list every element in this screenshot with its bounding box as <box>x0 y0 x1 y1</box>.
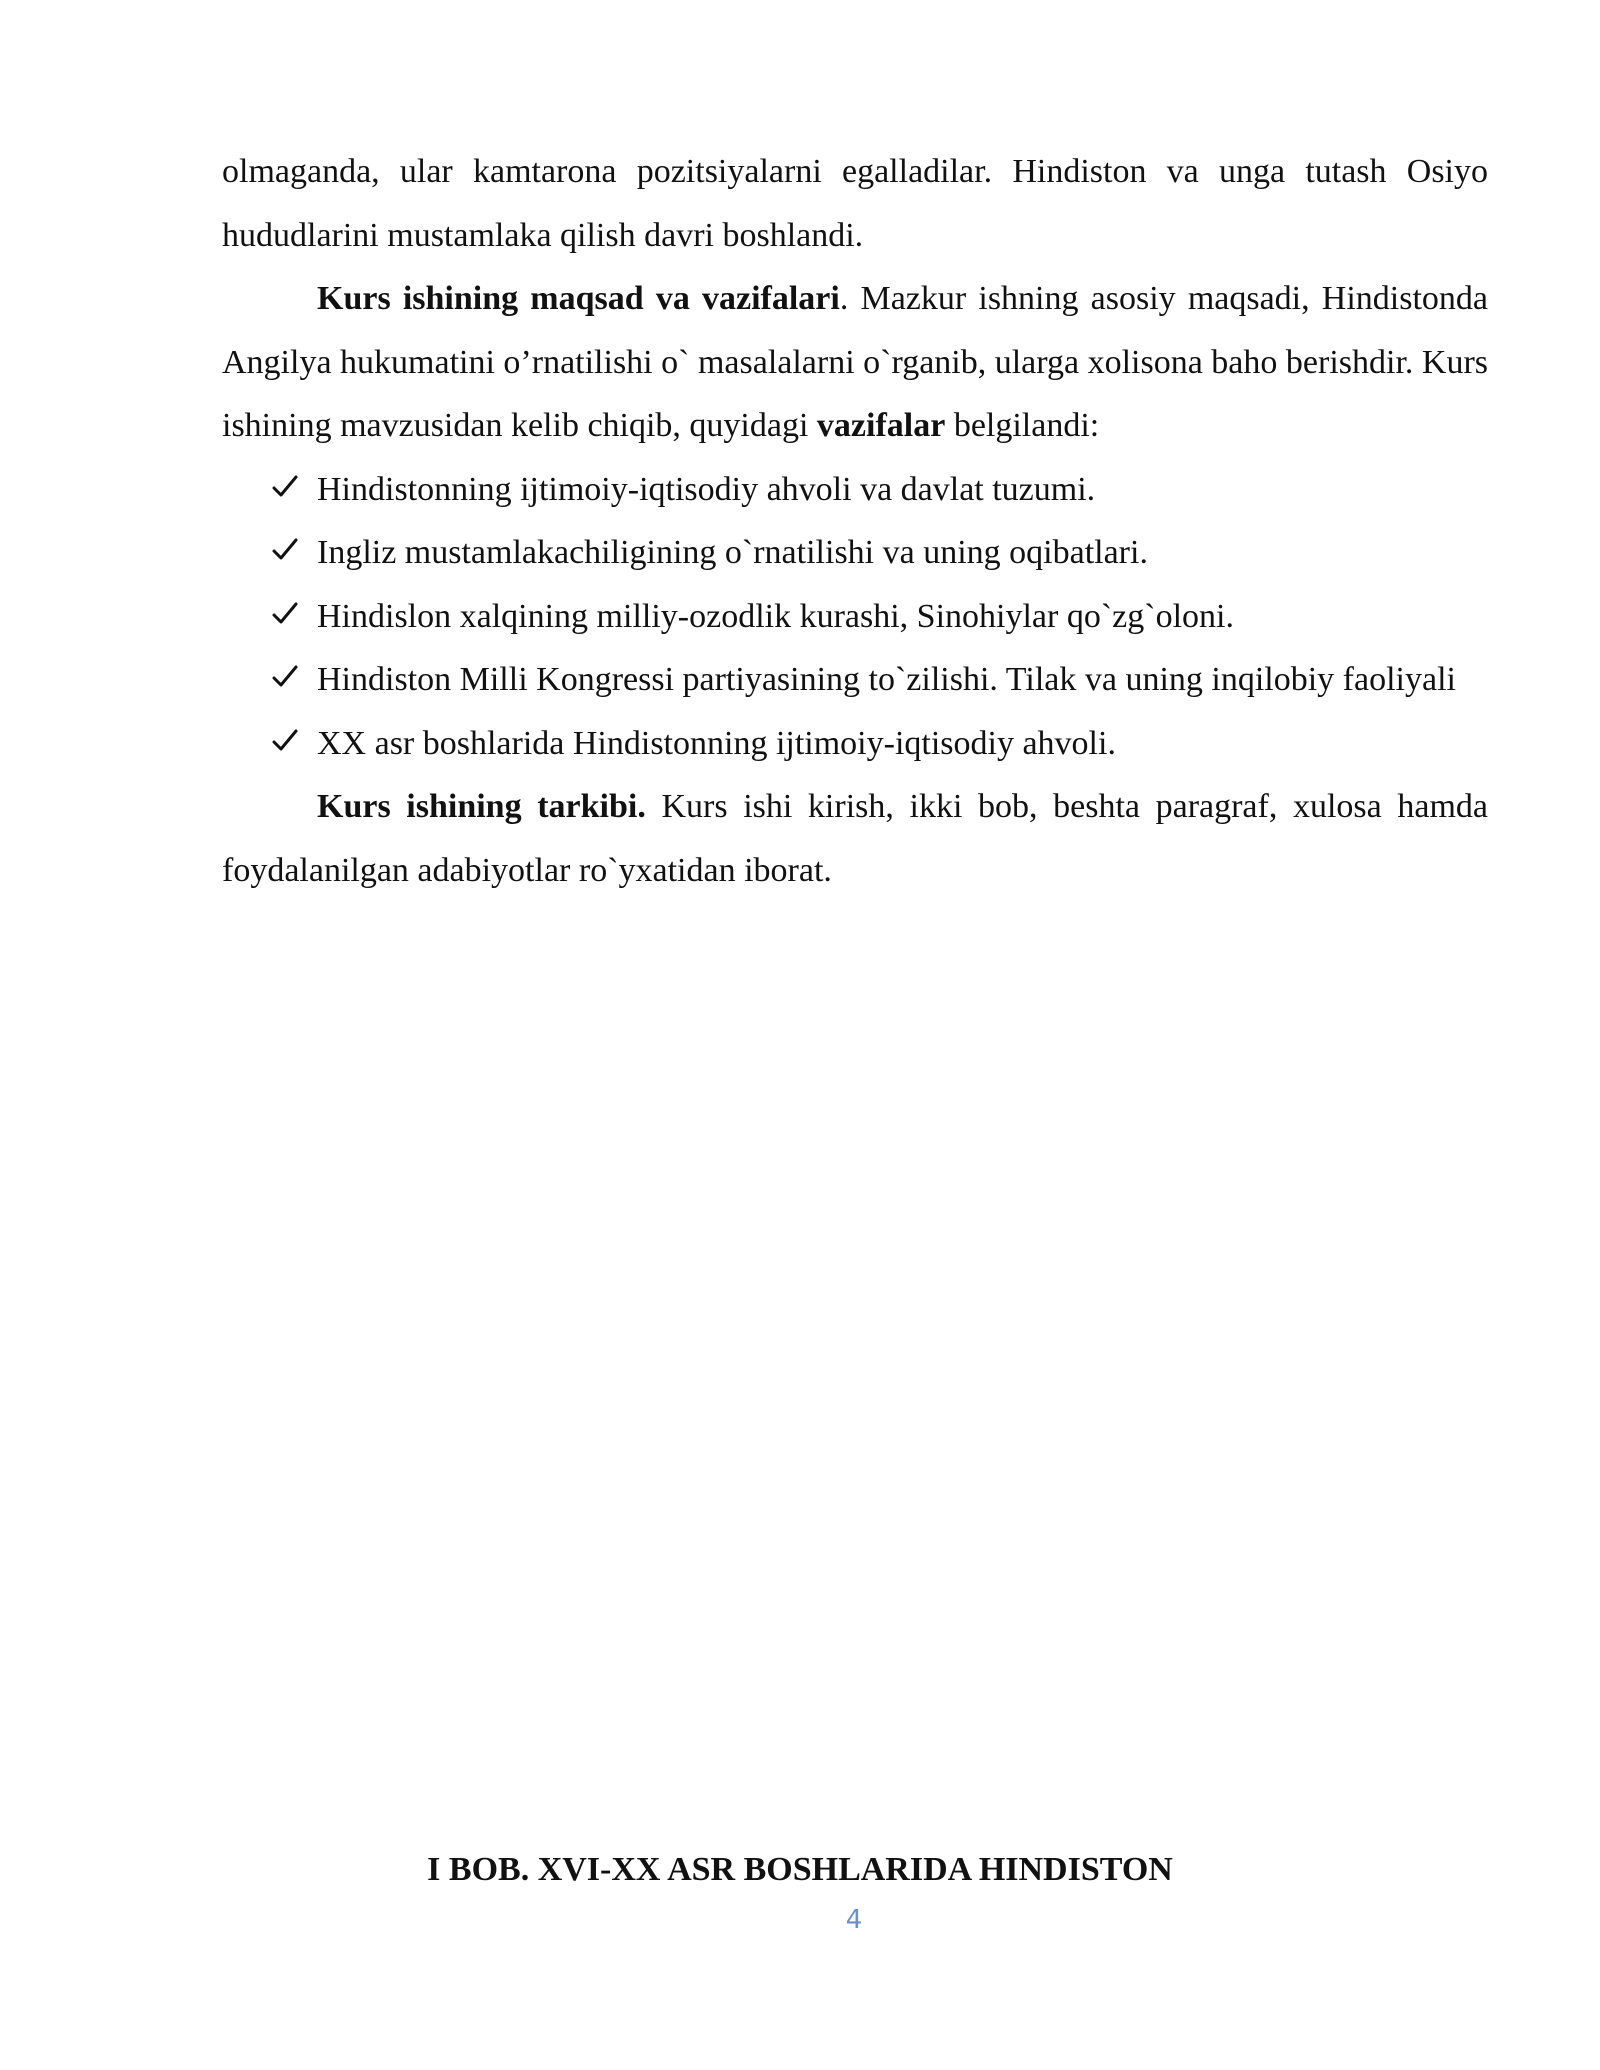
checkmark-icon <box>272 521 306 584</box>
paragraph-text: Kurs ishi kirish, ikki bob, beshta paragraf, xulosa hamda foydalanilgan adabiyotlar ro`yxatidan iborat. <box>222 788 1488 889</box>
bold-term-tasks: vazifalar <box>816 407 946 444</box>
list-item-text: Ingliz mustamlakachiligining o`rnatilishi va uning oqibatlari. <box>317 534 1148 571</box>
paragraph-text: . Mazkur ishning asosiy maqsadi, Hindistonda Angilya hukumatini o’rnatilishi o` masalalarni o`rganib, ularga xolisona baho berishdir. Kurs ishining mavzusidan kelib chiqib, quyidagi <box>222 280 1488 444</box>
task-list <box>222 458 1488 776</box>
checkmark-icon <box>272 458 306 521</box>
bold-heading-structure: Kurs ishining tarkibi. <box>317 788 646 825</box>
bold-heading-goals: Kurs ishining maqsad va vazifalari <box>317 280 840 317</box>
page-number: 4 <box>845 1905 863 1935</box>
checkmark-icon <box>272 585 306 648</box>
body-text <box>222 140 1488 902</box>
list-item-text: Hindiston Milli Kongressi partiyasining to`zilishi. Tilak va uning inqilobiy faoliyali <box>317 661 1456 698</box>
checkmark-icon <box>272 648 306 711</box>
paragraph-continuation <box>222 140 1488 267</box>
paragraph-structure <box>222 775 1488 902</box>
list-item <box>222 458 1488 522</box>
list-item <box>222 521 1488 585</box>
checkmark-icon <box>272 712 306 775</box>
paragraph-text: belgilandi: <box>945 407 1100 444</box>
list-item-text: Hindistonning ijtimoiy-iqtisodiy ahvoli va davlat tuzumi. <box>317 470 1096 508</box>
list-item <box>222 585 1488 649</box>
paragraph-goals <box>222 267 1488 458</box>
list-item-text: XX asr boshlarida Hindistonning ijtimoiy-iqtisodiy ahvoli. <box>317 724 1116 762</box>
list-item-text: Hindislon xalqining milliy-ozodlik kurashi, Sinohiylar qo`zg`oloni. <box>317 597 1234 635</box>
list-item <box>222 648 1488 712</box>
list-item <box>222 712 1488 776</box>
chapter-heading: I BOB. XVI-XX ASR BOSHLARIDA HINDISTON <box>427 1851 1173 1888</box>
paragraph-text: olmaganda, ular kamtarona pozitsiyalarni egalladilar. Hindiston va unga tutash Osiyo hududlarini mustamlaka qilish davri boshlandi. <box>222 153 1488 254</box>
